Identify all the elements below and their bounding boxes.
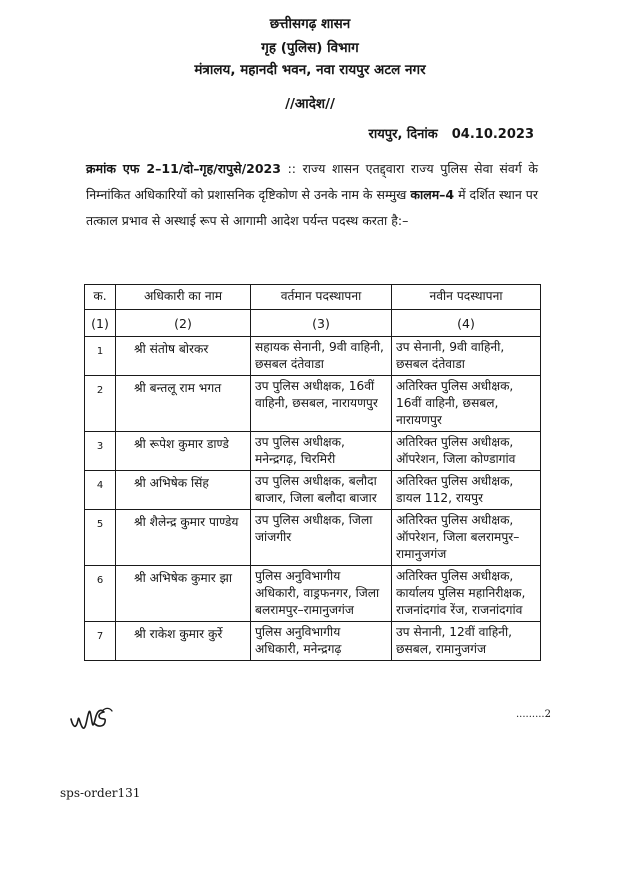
new-posting-cell: अतिरिक्त पुलिस अधीक्षक, कार्यालय पुलिस महानिरीक्षक, राजनांदगांव रेंज, राजनांदगांव <box>392 566 541 622</box>
officer-name-cell: श्री बन्तलू राम भगत <box>116 376 251 432</box>
column-number: (4) <box>392 310 541 337</box>
serial-cell: 5 <box>85 510 116 566</box>
posting-table <box>84 284 541 661</box>
current-posting-cell: पुलिस अनुविभागीय अधिकारी, वाड्रफनगर, जिला बलरामपुर–रामानुजगंज <box>251 566 392 622</box>
table-header-row <box>85 285 541 310</box>
paragraph-text-1: :: राज्य शासन एतद्द्वारा राज्य पुलिस सेवा संवर्ग के निम्नांकित अधिकारियों को प्रशासनिक दृष्टिकोण से उनके नाम के सम्मुख <box>86 161 539 202</box>
header-serial: क. <box>85 285 116 310</box>
officer-name-cell: श्री राकेश कुमार कुर्रे <box>116 622 251 661</box>
serial-cell: 1 <box>85 337 116 376</box>
current-posting-cell: उप पुलिस अधीक्षक, 16वीं वाहिनी, छसबल, नारायणपुर <box>251 376 392 432</box>
current-posting-cell: पुलिस अनुविभागीय अधिकारी, मनेन्द्रगढ़ <box>251 622 392 661</box>
order-title: //आदेश// <box>285 96 335 112</box>
officer-name-cell: श्री रूपेश कुमार डाण्डे <box>116 432 251 471</box>
department-name: गृह (पुलिस) विभाग <box>261 40 359 56</box>
page-continuation: .........2 <box>516 709 551 720</box>
officer-name-cell: श्री अभिषेक कुमार झा <box>116 566 251 622</box>
handwritten-initials <box>68 702 116 736</box>
column-number: (3) <box>251 310 392 337</box>
serial-cell: 2 <box>85 376 116 432</box>
table-row <box>85 337 541 376</box>
header-new-posting: नवीन पदस्थापना <box>392 285 541 310</box>
serial-cell: 3 <box>85 432 116 471</box>
column-number: (1) <box>85 310 116 337</box>
column-reference: कालम–4 <box>410 187 455 202</box>
new-posting-cell: उप सेनानी, 9वी वाहिनी, छसबल दंतेवाडा <box>392 337 541 376</box>
header-current-posting: वर्तमान पदस्थापना <box>251 285 392 310</box>
footer-code: sps-order131 <box>60 786 141 800</box>
header-officer-name: अधिकारी का नाम <box>116 285 251 310</box>
govt-name: छत्तीसगढ़ शासन <box>269 16 351 32</box>
table-row <box>85 510 541 566</box>
column-number: (2) <box>116 310 251 337</box>
officer-name-cell: श्री अभिषेक सिंह <box>116 471 251 510</box>
paragraph-text-2: में दर्शित स्थान पर तत्काल प्रभाव से अस्थाई रूप से आगामी आदेश पर्यन्त पदस्थ करता है:– <box>86 187 538 228</box>
new-posting-cell: अतिरिक्त पुलिस अधीक्षक, ऑपरेशन, जिला बलरामपुर– रामानुजगंज <box>392 510 541 566</box>
current-posting-cell: उप पुलिस अधीक्षक, बलौदा बाजार, जिला बलौदा बाजार <box>251 471 392 510</box>
new-posting-cell: अतिरिक्त पुलिस अधीक्षक, डायल 112, रायपुर <box>392 471 541 510</box>
order-paragraph <box>86 156 538 234</box>
table-row <box>85 471 541 510</box>
new-posting-cell: उप सेनानी, 12वीं वाहिनी, छसबल, रामानुजगंज <box>392 622 541 661</box>
current-posting-cell: उप पुलिस अधीक्षक, जिला जांजगीर <box>251 510 392 566</box>
officer-name-cell: श्री शैलेन्द्र कुमार पाण्डेय <box>116 510 251 566</box>
date-place: रायपुर, दिनांक <box>368 127 438 142</box>
new-posting-cell: अतिरिक्त पुलिस अधीक्षक, ऑपरेशन, जिला कोण्डागांव <box>392 432 541 471</box>
serial-cell: 7 <box>85 622 116 661</box>
table-row <box>85 376 541 432</box>
office-address: मंत्रालय, महानदी भवन, नवा रायपुर अटल नगर <box>194 62 426 78</box>
officer-name-cell: श्री संतोष बोरकर <box>116 337 251 376</box>
new-posting-cell: अतिरिक्त पुलिस अधीक्षक, 16वीं वाहिनी, छसबल, नारायणपुर <box>392 376 541 432</box>
table-row <box>85 432 541 471</box>
current-posting-cell: सहायक सेनानी, 9वी वाहिनी, छसबल दंतेवाडा <box>251 337 392 376</box>
table-row <box>85 622 541 661</box>
order-number: क्रमांक एफ 2–11/दो–गृह/रापुसे/2023 <box>86 161 281 176</box>
current-posting-cell: उप पुलिस अधीक्षक, मनेन्द्रगढ़, चिरमिरी <box>251 432 392 471</box>
serial-cell: 6 <box>85 566 116 622</box>
date-value: 04.10.2023 <box>451 127 534 142</box>
serial-cell: 4 <box>85 471 116 510</box>
table-row <box>85 566 541 622</box>
column-number-row <box>85 310 541 337</box>
date-line <box>369 124 534 142</box>
